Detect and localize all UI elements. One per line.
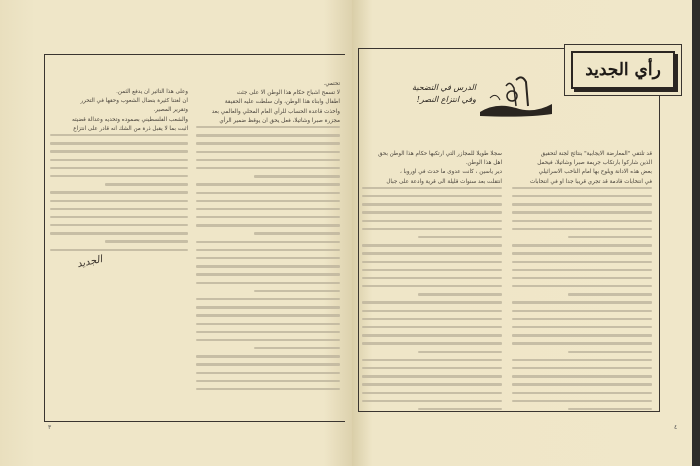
paragraph: اطفال وابناء هذا الوطن، وان سلطت عليه الحقيقة — [224, 99, 340, 106]
text-line — [362, 195, 502, 197]
paragraph: قد تلتقي "المعارضة الايجابية" بنتائج لجنة لتحقيق — [540, 151, 652, 157]
text-line — [512, 334, 652, 336]
text-line — [362, 220, 502, 222]
text-line — [362, 203, 502, 205]
text-line — [196, 151, 340, 153]
text-line — [196, 216, 340, 218]
text-line — [568, 351, 652, 353]
text-line — [418, 408, 502, 410]
text-line — [196, 142, 340, 144]
text-line — [512, 285, 652, 287]
text-line — [512, 310, 652, 312]
text-line — [362, 269, 502, 271]
text-line — [196, 331, 340, 333]
text-line — [362, 326, 502, 328]
paragraph: سجلا طويلا للمجازر التي ارتكبها حكام هذا الوطن بحق — [378, 151, 502, 157]
text-line — [254, 232, 340, 234]
text-line — [105, 240, 188, 242]
text-line — [196, 363, 340, 365]
title-line: وفي انتزاع النصر! — [416, 95, 476, 104]
text-line — [512, 261, 652, 263]
paragraph: وتقرير المصير. — [153, 107, 188, 114]
text-line — [196, 323, 340, 325]
text-line — [362, 277, 502, 279]
article-title — [364, 72, 554, 118]
text-line — [512, 318, 652, 320]
text-line — [512, 326, 652, 328]
text-column-right-page-left — [362, 150, 502, 416]
text-line — [196, 200, 340, 202]
text-line — [196, 208, 340, 210]
text-line — [362, 252, 502, 254]
text-line — [362, 244, 502, 246]
text-line — [362, 301, 502, 303]
text-line — [362, 375, 502, 377]
paragraph: اثبت بما لا يقبل ذرة من الشك انه قادر على انتزاع — [73, 125, 188, 132]
text-line — [196, 167, 340, 169]
text-line — [196, 273, 340, 275]
paragraph: وعلى هذا التاثير ان يدفع الثمن. — [116, 89, 188, 95]
text-line — [50, 150, 188, 152]
text-line — [362, 285, 502, 287]
paragraph: اهل هذا الوطن. — [465, 160, 502, 167]
paragraph: انتقلت بعد سنوات قليلة الى قرية وادعة على جبال — [386, 178, 502, 185]
paragraph: في انتخابات قادمة قد تجري قريبا جدا او في انتخابات — [530, 178, 652, 185]
paragraph: بعض هذه الادانة ويلوح بها امام الناخب الاسرائيلي — [538, 169, 652, 176]
illegible-text-lines — [512, 187, 652, 410]
text-line — [362, 383, 502, 385]
text-line — [254, 290, 340, 292]
text-line — [362, 400, 502, 402]
illegible-text-lines — [50, 134, 188, 251]
paragraph: مجزرة صبرا وشاتيلا، فعل يحق ان يوقظ ضمير الرأي — [219, 117, 340, 124]
text-line — [418, 293, 502, 295]
paragraph: الذين شاركوا بارتكاب جريمة صبرا وشاتيلا، فيحمل — [537, 160, 652, 167]
text-line — [196, 159, 340, 161]
text-line — [254, 347, 340, 349]
text-line — [362, 342, 502, 344]
text-line — [196, 257, 340, 259]
text-line — [512, 244, 652, 246]
text-line — [512, 187, 652, 189]
text-line — [418, 236, 502, 238]
section-title: رأي الجديد — [571, 51, 675, 89]
text-line — [50, 167, 188, 169]
text-line — [512, 400, 652, 402]
text-line — [196, 339, 340, 341]
page-number: ٣ — [48, 424, 52, 431]
text-line — [196, 306, 340, 308]
illegible-text-lines — [362, 187, 502, 410]
text-line — [50, 134, 188, 136]
text-line — [512, 367, 652, 369]
text-line — [512, 195, 652, 197]
text-line — [50, 200, 188, 202]
text-line — [196, 355, 340, 357]
text-line — [196, 380, 340, 382]
text-line — [362, 367, 502, 369]
text-line — [50, 224, 188, 226]
text-line — [512, 375, 652, 377]
text-line — [362, 359, 502, 361]
text-line — [362, 310, 502, 312]
text-line — [196, 249, 340, 251]
paragraph: والشعب الفلسطيني بصموده وتحديه وعدالة قضيته — [71, 116, 188, 123]
text-line — [196, 241, 340, 243]
text-line — [568, 236, 652, 238]
text-line — [196, 192, 340, 194]
text-line — [512, 252, 652, 254]
text-line — [362, 392, 502, 394]
paragraph: واخذت قاعدة الحساب للرأي العام المحلي والعالمي بعد — [211, 108, 340, 115]
text-line — [512, 277, 652, 279]
text-line — [512, 383, 652, 385]
text-line — [254, 175, 340, 177]
text-line — [512, 211, 652, 213]
text-line — [50, 159, 188, 161]
text-line — [512, 228, 652, 230]
page-number: ٤ — [674, 424, 678, 431]
illegible-text-lines — [196, 126, 340, 390]
paragraph: دير ياسين ، كانت عدوى ما حدث في اوروبا ، — [399, 169, 502, 176]
text-line — [50, 232, 188, 234]
text-line — [362, 334, 502, 336]
paragraph: ان لغتنا كثيرة بنضال الشعوب وحقها في التحرر — [80, 98, 188, 105]
paragraph: تحتمي. — [323, 81, 340, 87]
text-line — [196, 314, 340, 316]
text-column-right-page-right — [512, 150, 652, 416]
text-line — [418, 351, 502, 353]
paragraph: لا تسمح اشباح حكام هذا الوطن الا على جثث — [236, 90, 340, 97]
text-line — [568, 293, 652, 295]
section-header — [564, 44, 682, 96]
text-line — [568, 408, 652, 410]
text-line — [50, 208, 188, 210]
text-line — [362, 261, 502, 263]
text-line — [512, 220, 652, 222]
text-line — [50, 216, 188, 218]
text-column-left-page-right — [196, 80, 340, 396]
text-line — [196, 372, 340, 374]
text-line — [196, 298, 340, 300]
text-line — [196, 134, 340, 136]
page-edge — [692, 0, 700, 466]
title-line: الدرس في التضحية — [412, 83, 476, 92]
title-logo-graphic — [476, 72, 554, 118]
text-line — [196, 183, 340, 185]
text-line — [196, 224, 340, 226]
text-line — [362, 318, 502, 320]
text-line — [512, 392, 652, 394]
text-column-left-page-left — [50, 88, 188, 257]
text-line — [50, 191, 188, 193]
title-text — [364, 82, 476, 106]
text-line — [512, 269, 652, 271]
text-line — [512, 359, 652, 361]
text-line — [512, 342, 652, 344]
text-line — [362, 187, 502, 189]
text-line — [362, 228, 502, 230]
text-line — [196, 388, 340, 390]
text-line — [50, 249, 188, 251]
text-line — [105, 183, 188, 185]
text-line — [512, 301, 652, 303]
signature: الجديد — [76, 254, 104, 271]
text-line — [196, 126, 340, 128]
text-line — [196, 265, 340, 267]
right-page — [352, 0, 692, 466]
text-line — [512, 203, 652, 205]
text-line — [50, 175, 188, 177]
text-line — [362, 211, 502, 213]
text-line — [196, 282, 340, 284]
text-line — [50, 142, 188, 144]
